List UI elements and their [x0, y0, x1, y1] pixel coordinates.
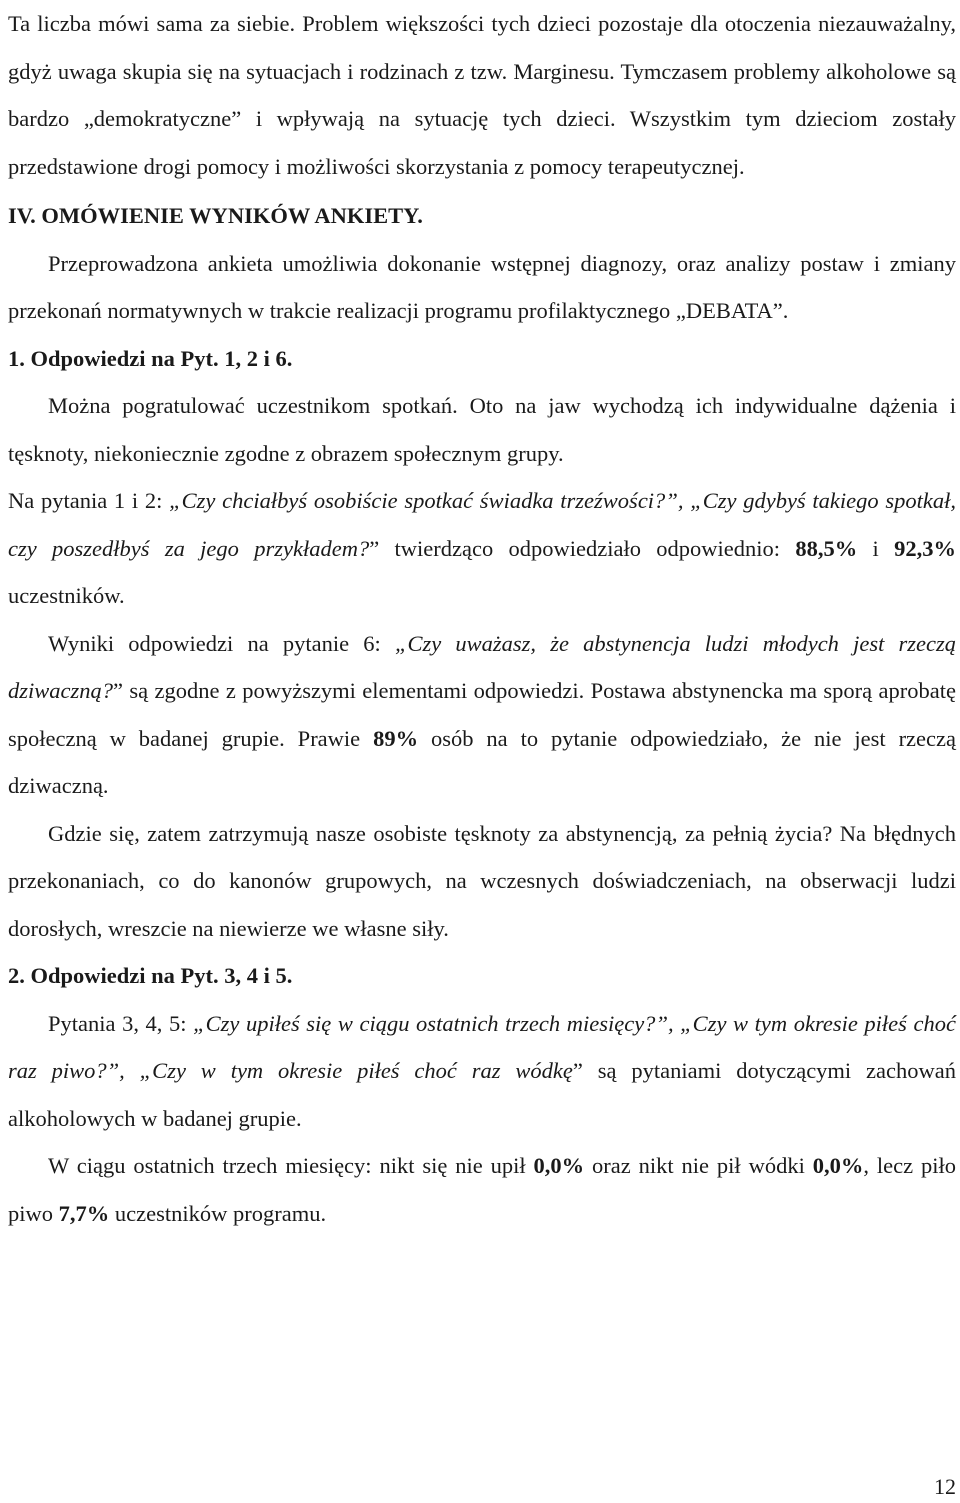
percentage-value: 7,7% [58, 1200, 110, 1226]
body-paragraph [8, 1000, 956, 1143]
text-run: ” twierdząco odpowiedziało odpowiednio: [369, 535, 796, 561]
quoted-question: „Czy upiłeś się w ciągu ostatnich trzech miesięcy? [193, 1010, 656, 1036]
text-run: uczestników programu. [109, 1200, 327, 1226]
quoted-question: „Czy w tym okresie piłeś choć raz piwo? [8, 1010, 956, 1083]
subsection-heading: 2. Odpowiedzi na Pyt. 3, 4 i 5. [8, 963, 293, 988]
percentage-value: 88,5% [795, 535, 858, 561]
text-run: Pytania 3, 4, 5: [48, 1010, 194, 1036]
quoted-question: „Czy uważasz, że abstynencja ludzi młodych jest rzeczą dziwaczną? [8, 630, 957, 703]
text-run: ” są zgodne z powyższymi elementami odpowiedzi. Postawa abstynencka ma sporą aprobatę społeczną w badanej grupie. Prawie [8, 678, 956, 751]
percentage-value: 89% [373, 725, 419, 751]
text-run: oraz nikt nie pił wódki [584, 1153, 813, 1178]
text-run: ”, [665, 488, 691, 513]
percentage-value: 0,0% [533, 1153, 585, 1178]
text-run: uczestników. [8, 583, 125, 608]
text-run: ” są pytaniami dotyczącymi zachowań alkoholowych w badanej grupie. [8, 1058, 957, 1131]
body-paragraph: Ta liczba mówi sama za siebie. Problem większości tych dzieci pozostaje dla otoczenia niezauważalny, gdyż uwaga skupia się na sytuacjach i rodzinach z tzw. Marginesu. Tymczasem problemy alkoholowe są bardzo „demokratyczne” i wpływają na sytuację tych dzieci. Wszystkim tym dzieciom zostały przedstawione drogi pomocy i możliwości skorzystania z pomocy terapeutycznej. [8, 11, 956, 179]
body-paragraph: Przeprowadzona ankieta umożliwia dokonanie wstępnej diagnozy, oraz analizy postaw i zmiany przekonań normatywnych w trakcie realizacji programu profilaktycznego „DEBATA”. [8, 250, 956, 323]
subsection-heading: 1. Odpowiedzi na Pyt. 1, 2 i 6. [8, 345, 293, 371]
body-paragraph: Gdzie się, zatem zatrzymują nasze osobiste tęsknoty za abstynencją, za pełnią życia? Na błędnych przekonaniach, co do kanonów grupowych, na wczesnych doświadczeniach, na obserwacji ludzi dorosłych, wreszcie na niewierze we własne siły. [8, 820, 956, 941]
body-paragraph: Można pogratulować uczestnikom spotkań. Oto na jaw wychodzą ich indywidualne dążenia i tęsknoty, niekoniecznie zgodne z obrazem społecznym grupy. [8, 393, 956, 466]
section-heading: IV. OMÓWIENIE WYNIKÓW ANKIETY. [8, 203, 423, 228]
document-page [8, 0, 956, 1237]
text-run: Na pytania 1 i 2: [8, 488, 170, 513]
percentage-value: 92,3% [894, 535, 956, 561]
body-paragraph [8, 620, 956, 810]
percentage-value: 0,0% [812, 1153, 864, 1178]
quoted-question: „Czy chciałbyś osobiście spotkać świadka trzeźwości? [169, 488, 666, 513]
text-run: ”, [655, 1010, 681, 1036]
text-run: Wyniki odpowiedzi na pytanie 6: [48, 630, 395, 656]
text-run: W ciągu ostatnich trzech miesięcy: nikt się nie upił [48, 1153, 534, 1178]
text-run: i [857, 535, 895, 561]
text-run: , lecz piło piwo [8, 1153, 956, 1226]
page-number: 12 [934, 1474, 956, 1499]
quoted-question: „Czy w tym okresie piłeś choć raz wódkę [139, 1058, 573, 1083]
text-run: osób na to pytanie odpowiedziało, że nie jest rzeczą dziwaczną. [8, 725, 956, 798]
quoted-question: „Czy gdybyś takiego spotkał, czy poszedłbyś za jego przykładem? [8, 488, 957, 561]
body-paragraph [8, 477, 956, 620]
body-paragraph [8, 1142, 956, 1237]
text-run: ”, [106, 1058, 140, 1083]
